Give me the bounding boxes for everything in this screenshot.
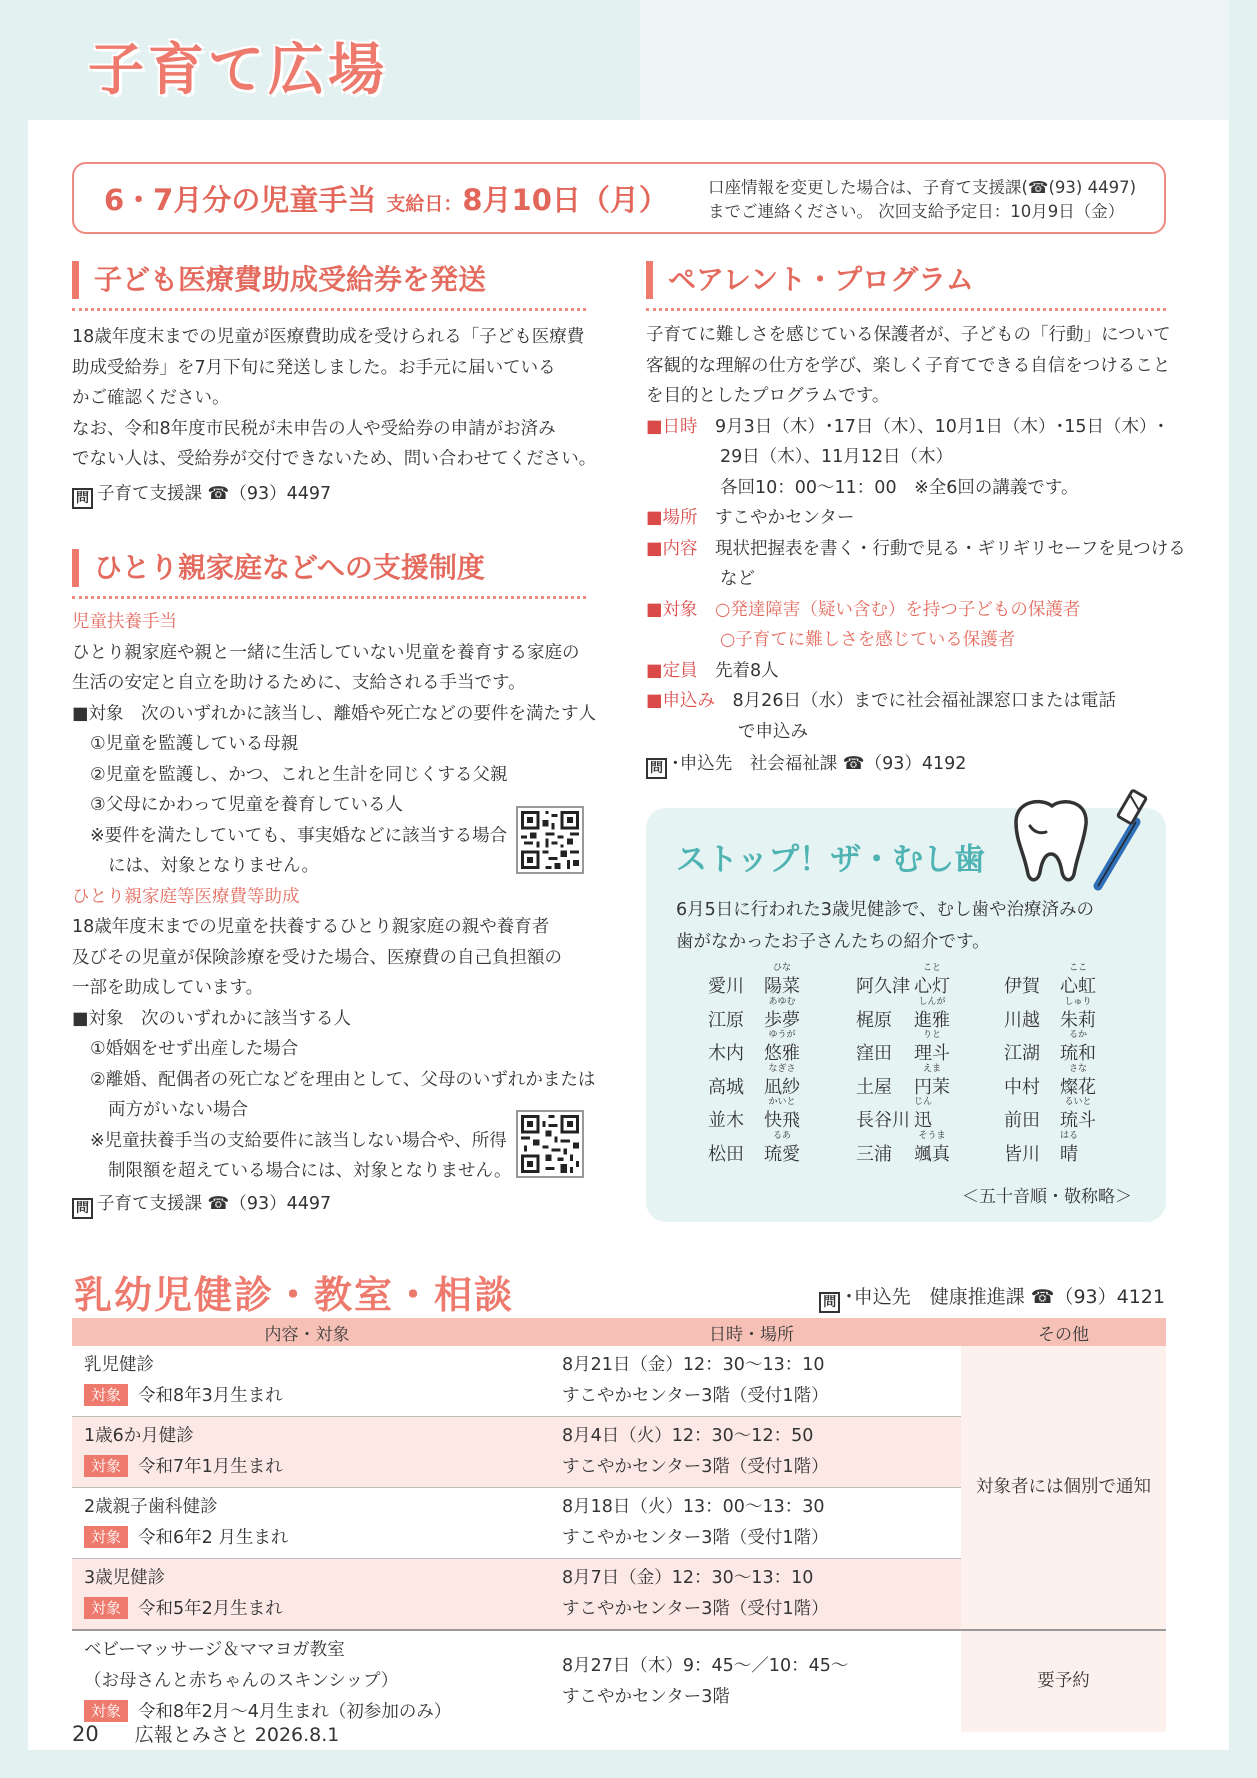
name-reading: あゆむ [768, 996, 796, 1007]
single-text: 18歳年度末までの児童を扶養するひとり親家庭の親や養育者 [72, 917, 550, 937]
name-reading: るあ [772, 1131, 791, 1141]
target-tag: 対象 [84, 1455, 128, 1477]
checkup-target: 令和5年2月生まれ [138, 1599, 283, 1619]
name-reading: かいと [768, 1097, 796, 1108]
date-label: ■日時 [646, 416, 698, 437]
name-reading: るか [1068, 1030, 1087, 1041]
frame-bottom [0, 1750, 1257, 1778]
single-text: 生活の安定と自立を助けるために、支給される手当です。 [72, 673, 526, 693]
name-reading: るいと [1064, 1097, 1092, 1108]
given-name-text: 歩夢 [764, 1009, 800, 1031]
given-name [764, 1131, 800, 1166]
table-row [72, 1630, 1166, 1732]
apply-label: ■申込み [646, 691, 716, 711]
class-other: 要予約 [961, 1630, 1166, 1732]
checkups-title: 乳幼児健診・教室・相談 [74, 1273, 515, 1317]
child-name [856, 1063, 950, 1107]
surname: 梶原 [856, 1009, 892, 1031]
name-reading: りと [922, 1030, 941, 1041]
surname: 松田 [708, 1144, 744, 1165]
surname: 皆川 [1004, 1144, 1040, 1165]
name-reading: しんが [918, 996, 946, 1007]
parent-contact: ･申込先 社会福祉課 ☎（93）4192 [671, 754, 967, 774]
name-reading: じん [914, 1097, 933, 1108]
checkup-when: 8月18日（火）13：00～13：30 [562, 1497, 825, 1517]
child-name [1004, 1131, 1079, 1174]
content-value: 現状把握表を書く・行動で見る・ギリギリセーフを見つける [715, 538, 1186, 559]
header-band-light [640, 0, 1257, 120]
allowance-note [708, 176, 1136, 224]
surname: 愛川 [708, 976, 744, 997]
page-number: 20 [72, 1722, 99, 1746]
checkup-other: 対象者には個別で通知 [961, 1346, 1166, 1630]
class-name: ベビーマッサージ＆ママヨガ教室 [84, 1640, 345, 1660]
single-contact: 子育て支援課 ☎（93）4497 [97, 1193, 332, 1214]
checkup-where: すこやかセンター3階（受付1階） [562, 1386, 829, 1406]
name-reading: ゆうが [768, 1030, 796, 1041]
checkup-name: 2歳親子歯科健診 [84, 1497, 218, 1517]
checkup-target: 令和7年1月生まれ [138, 1457, 283, 1477]
checkup-target: 令和6年2 月生まれ [138, 1528, 289, 1548]
single-item: ①婚姻をせず出産した場合 [90, 1039, 299, 1059]
name-reading: なぎさ [768, 1063, 796, 1074]
parent-text: 子育てに難しさを感じている保護者が、子どもの「行動」について [646, 325, 1171, 345]
col-header: 内容・対象 [72, 1318, 542, 1346]
class-when: 8月27日（木）9：45～／10：45～ [562, 1655, 849, 1676]
sub-heading-child-allowance: 児童扶養手当 [72, 612, 177, 632]
checkup-when: 8月7日（金）12：30～13：10 [562, 1568, 814, 1588]
name-reading: えま [922, 1063, 941, 1074]
name-reading: しゅり [1064, 996, 1092, 1007]
single-text: ひとり親家庭や親と一緒に生活していない児童を養育する家庭の [72, 642, 580, 663]
surname: 前田 [1004, 1110, 1040, 1132]
given-name [914, 1131, 950, 1166]
target-tag: 対象 [84, 1526, 128, 1548]
class-subtitle: （お母さんと赤ちゃんのスキンシップ） [84, 1671, 399, 1691]
child-name [856, 1131, 950, 1174]
tooth-brush-icon [1006, 786, 1156, 896]
cavity-free-title: ストップ！ザ・むし歯 [676, 842, 986, 878]
single-note: には、対象となりません。 [108, 856, 320, 876]
date-value: 各回10：00～11：00 ※全6回の講義です。 [720, 477, 1079, 498]
single-target: ■対象 次のいずれかに該当し、離婚や死亡などの要件を満たす人 [72, 703, 597, 724]
medical-heading: 子ども医療費助成受給券を発送 [72, 258, 486, 302]
inquiry-mark: 問 [72, 1198, 93, 1219]
single-parent-divider [72, 596, 586, 599]
single-note: ※要件を満たしていても、事実婚などに該当する場合 [90, 825, 508, 846]
surname: 木内 [708, 1043, 744, 1065]
cavity-free-text [676, 894, 1094, 958]
given-name-text: 燦花 [1060, 1076, 1096, 1098]
checkups-contact [819, 1282, 1165, 1313]
target-value: ○発達障害（疑い含む）を持つ子どもの保護者 [715, 599, 1081, 620]
allowance-title [104, 178, 668, 219]
class-target: 令和8年2月～4月生まれ（初参加のみ） [138, 1702, 452, 1722]
col-header: その他 [961, 1318, 1166, 1346]
parent-text: 客観的な理解の仕方を学び、楽しく子育てできる自信をつけること [646, 355, 1171, 376]
date-value: 29日（木）、11月12日（木） [720, 447, 954, 467]
given-name-text: 迅 [914, 1110, 932, 1132]
given-name-text: 進雅 [914, 1009, 950, 1031]
surname: 高城 [708, 1076, 744, 1098]
single-item: ①児童を監護している母親 [90, 734, 299, 754]
allowance-date-label: 支給日： [386, 193, 463, 215]
surname: 中村 [1004, 1076, 1040, 1098]
given-name-text: 円茉 [914, 1076, 950, 1098]
publication: 広報とみさと 2026.8.1 [134, 1724, 340, 1746]
cavity-free-box [646, 808, 1166, 1222]
child-name [708, 1131, 800, 1174]
given-name-text: 晴 [1060, 1144, 1078, 1165]
given-name-text: 理斗 [914, 1043, 950, 1065]
given-name-text: 陽菜 [764, 976, 800, 997]
place-value: すこやかセンター [715, 508, 855, 528]
frame-left [0, 0, 28, 1778]
surname: 三浦 [856, 1144, 892, 1165]
surname: 川越 [1004, 1009, 1040, 1031]
name-reading: そうま [918, 1131, 946, 1141]
given-name-text: 快飛 [764, 1110, 800, 1132]
checkup-where: すこやかセンター3階（受付1階） [562, 1528, 829, 1548]
page-footer [72, 1720, 339, 1747]
qr-code[interactable] [516, 806, 584, 874]
parent-program-divider [646, 308, 1166, 311]
single-item: ②離婚、配偶者の死亡などを理由として、父母のいずれかまたは [90, 1069, 596, 1090]
medical-text: 助成受給券」を7月下旬に発送しました。お手元に届いている [72, 357, 556, 378]
name-reading: ここ [1068, 963, 1087, 973]
name-reading: ひな [772, 963, 791, 973]
child-name [1004, 1097, 1096, 1140]
given-name-text: 颯真 [914, 1144, 950, 1165]
given-name-text: 朱莉 [1060, 1009, 1096, 1031]
parent-program-body [646, 320, 1186, 780]
frame-right [1229, 0, 1257, 1778]
single-note: 制限額を超えている場合には、対象となりません。 [108, 1161, 512, 1181]
name-reading: はる [1060, 1131, 1079, 1141]
names-footer: ＜五十音順・敬称略＞ [962, 1187, 1132, 1207]
checkups-contact-text: ･申込先 健康推進課 ☎（93）4121 [844, 1286, 1165, 1308]
parent-text: を目的としたプログラムです。 [646, 386, 890, 406]
checkup-when: 8月21日（金）12：30～13：10 [562, 1355, 825, 1375]
apply-value: で申込み [738, 721, 808, 742]
checkup-where: すこやかセンター3階（受付1階） [562, 1457, 829, 1477]
table-row [72, 1346, 1166, 1417]
checkup-table [72, 1318, 1166, 1732]
single-item: ②児童を監護し、かつ、これと生計を同じくする父親 [90, 764, 508, 785]
given-name [1060, 1131, 1079, 1166]
single-text: 及びその児童が保険診療を受けた場合、医療費の自己負担額の [72, 947, 562, 968]
medical-divider [72, 308, 586, 311]
surname: 窪田 [856, 1043, 892, 1065]
target-tag: 対象 [84, 1384, 128, 1406]
capacity-label: ■定員 [646, 660, 698, 681]
content-value: など [720, 569, 755, 589]
cavity-free-line: 歯がなかったお子さんたちの紹介です。 [676, 932, 990, 952]
medical-contact: 子育て支援課 ☎（93）4497 [97, 483, 332, 504]
cavity-free-line: 6月5日に行われた3歳児健診で、むし歯や治療済みの [676, 900, 1095, 920]
medical-text: かご確認ください。 [72, 388, 230, 408]
allowance-heading: 6・7月分の児童手当 [104, 183, 377, 217]
parent-program-heading: ペアレント・プログラム [646, 258, 974, 302]
apply-value: 8月26日（水）までに社会福祉課窓口または電話 [732, 691, 1116, 711]
surname: 並木 [708, 1110, 744, 1132]
checkup-name: 3歳児健診 [84, 1568, 166, 1588]
medical-text: でない人は、受給券が交付できないため、問い合わせてください。 [72, 449, 597, 469]
given-name-text: 心灯 [914, 976, 950, 997]
medical-text: 18歳年度末までの児童が医療費助成を受けられる「子ども医療費 [72, 327, 585, 347]
checkup-name: 1歳6か月健診 [84, 1426, 194, 1446]
target-value: ○子育てに難しさを感じている保護者 [720, 630, 1016, 650]
given-name-text: 琉斗 [1060, 1110, 1096, 1132]
inquiry-mark: 問 [646, 758, 667, 779]
single-item: 両方がいない場合 [108, 1100, 248, 1120]
place-label: ■場所 [646, 508, 698, 528]
single-parent-heading: ひとり親家庭などへの支援制度 [72, 546, 485, 590]
surname: 江原 [708, 1009, 744, 1031]
content-label: ■内容 [646, 538, 698, 559]
single-text: 一部を助成しています。 [72, 978, 264, 998]
medical-text: なお、令和8年度市民税が未申告の人や受給券の申請がお済み [72, 418, 556, 439]
allowance-box [72, 162, 1166, 234]
qr-code[interactable] [516, 1110, 584, 1178]
given-name-text: 悠雅 [764, 1043, 800, 1065]
allowance-date: 8月10日（月） [462, 183, 668, 217]
given-name-text: 心虹 [1060, 976, 1096, 997]
checkup-when: 8月4日（火）12：30～12：50 [562, 1426, 814, 1446]
surname: 長谷川 [856, 1110, 910, 1132]
given-name-text: 琉和 [1060, 1043, 1096, 1065]
surname: 土屋 [856, 1076, 892, 1098]
medical-body [72, 322, 597, 509]
inquiry-mark: 問 [72, 488, 93, 509]
target-tag: 対象 [84, 1597, 128, 1619]
given-name-text: 琉愛 [764, 1144, 800, 1165]
single-target: ■対象 次のいずれかに該当する人 [72, 1008, 352, 1029]
name-reading: さな [1068, 1063, 1087, 1074]
inquiry-mark: 問 [819, 1292, 840, 1313]
target-tag: 対象 [84, 1700, 128, 1722]
col-header: 日時・場所 [542, 1318, 961, 1346]
checkup-target: 令和8年3月生まれ [138, 1386, 283, 1406]
checkup-name: 乳児健診 [84, 1355, 154, 1375]
checkup-where: すこやかセンター3階（受付1階） [562, 1599, 829, 1619]
single-item: ③父母にかわって児童を養育している人 [90, 795, 404, 815]
name-reading: こと [922, 963, 941, 973]
surname: 江湖 [1004, 1043, 1040, 1065]
single-note: ※児童扶養手当の支給要件に該当しない場合や、所得 [90, 1130, 507, 1151]
target-label: ■対象 [646, 599, 698, 620]
allowance-note-line: 口座情報を変更した場合は、子育て支援課(☎(93) 4497) [708, 178, 1137, 197]
allowance-note-line: までご連絡ください。 次回支給予定日：10月9日（金） [708, 202, 1125, 221]
capacity-value: 先着8人 [715, 660, 779, 681]
sub-heading-medical-aid: ひとり親家庭等医療費等助成 [72, 886, 300, 907]
single-parent-body [72, 607, 597, 1219]
page-title: 子育て広場 [88, 38, 388, 103]
surname: 伊賀 [1004, 976, 1040, 997]
class-where: すこやかセンター3階 [562, 1686, 730, 1707]
surname: 阿久津 [856, 976, 910, 997]
given-name-text: 凪紗 [764, 1076, 800, 1098]
date-value: 9月3日（木）･17日（木）、10月1日（木）･15日（木）･ [715, 416, 1166, 437]
